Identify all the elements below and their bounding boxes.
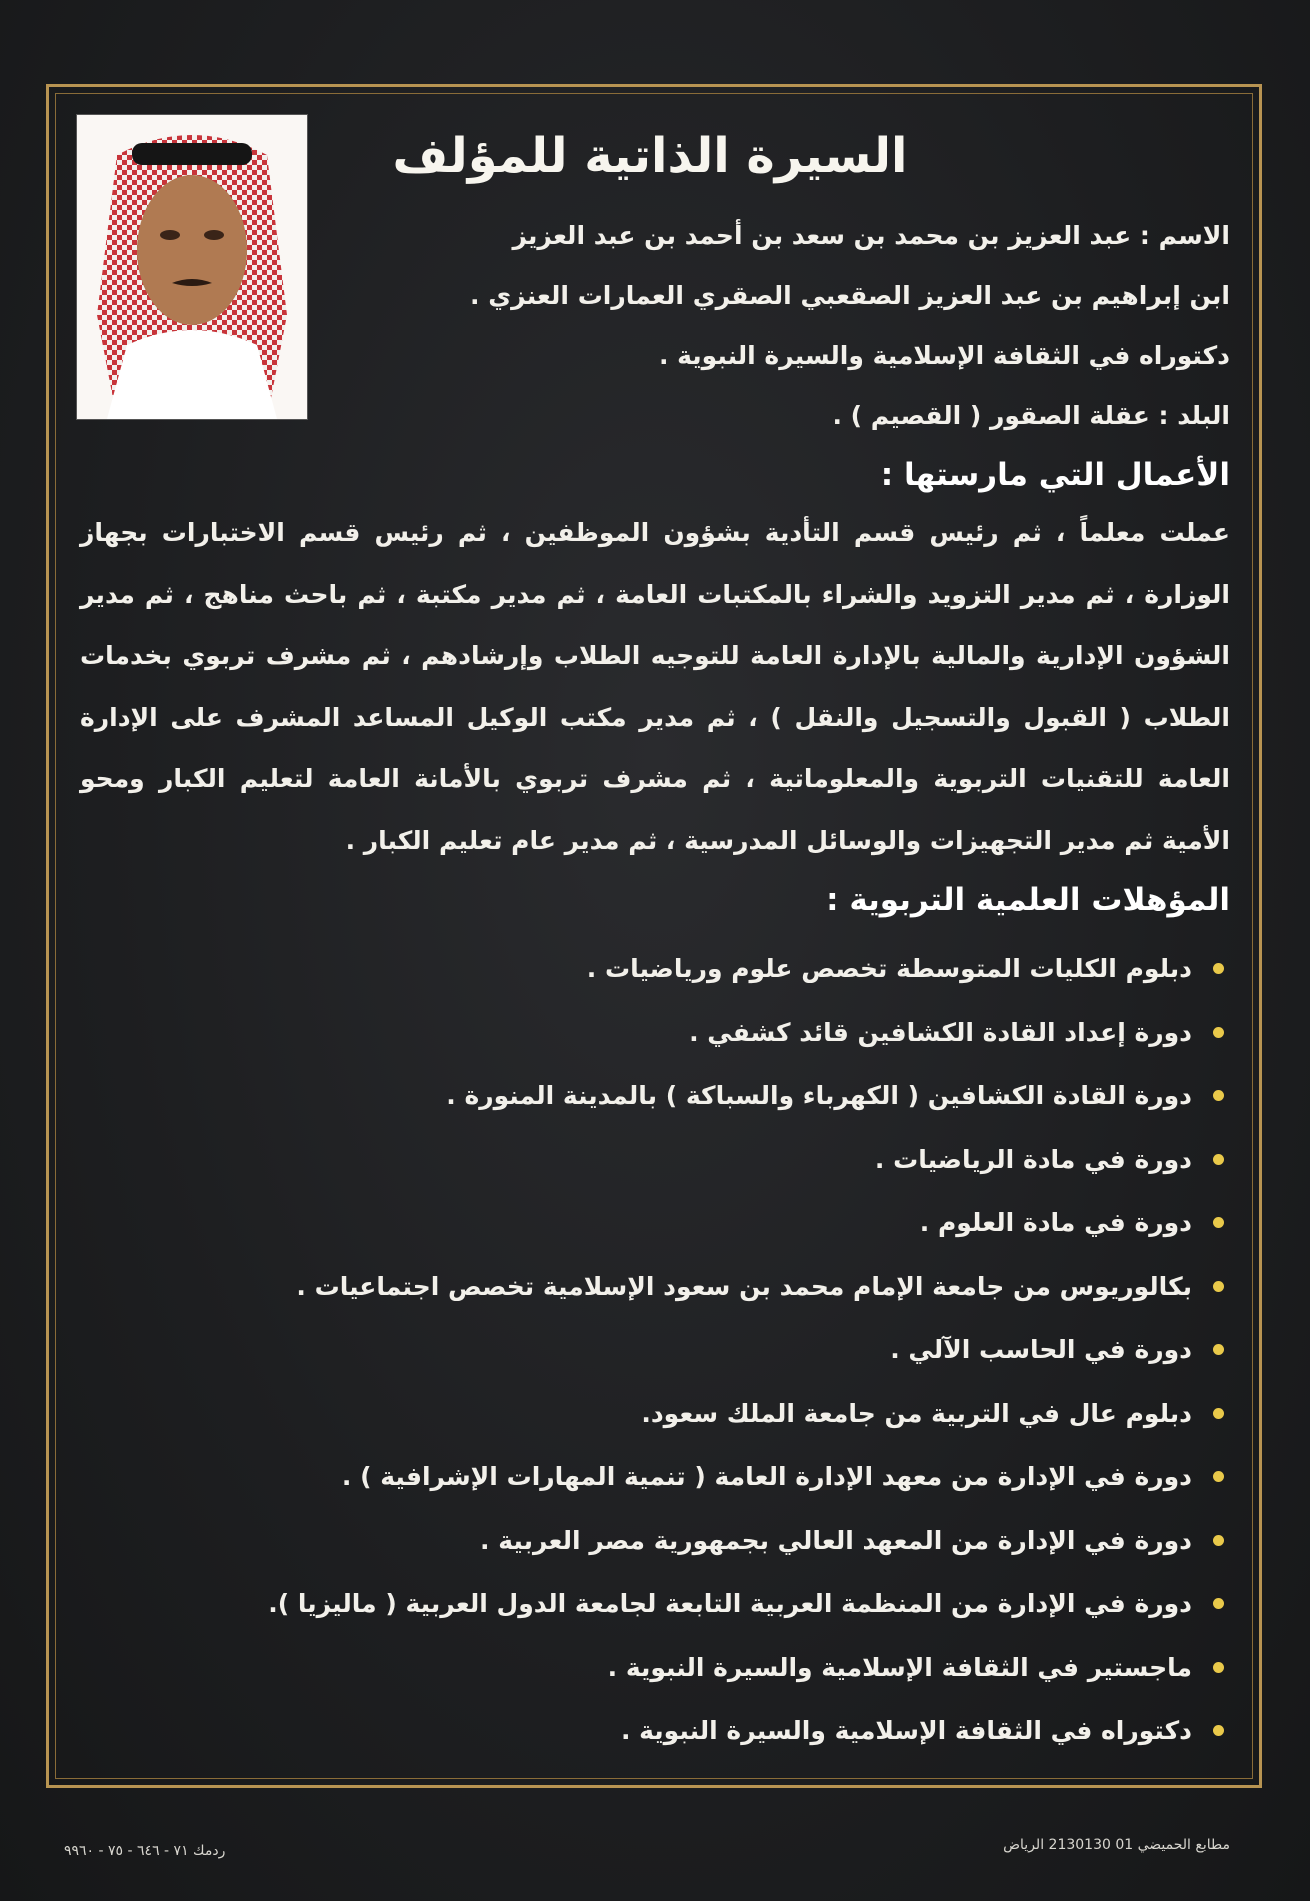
list-item: [80, 1699, 1230, 1763]
list-item-text: دورة في الحاسب الآلي .: [890, 1335, 1192, 1364]
list-item: [80, 1572, 1230, 1636]
list-item: [80, 937, 1230, 1001]
bio-line-name: الاسم : عبد العزيز بن محمد بن سعد بن أحمد بن عبد العزيز: [512, 221, 1230, 250]
bullet-icon: [1213, 1598, 1224, 1609]
list-item-text: دورة في الإدارة من معهد الإدارة العامة ( تنمية المهارات الإشرافية ) .: [341, 1462, 1192, 1491]
work-paragraph: عملت معلماً ، ثم رئيس قسم التأدية بشؤون الموظفين ، ثم رئيس قسم الاختبارات بجهاز الوزارة ، ثم مدير التزويد والشراء بالمكتبات العامة ، ثم مدير مكتبة ، ثم باحث مناهج ، ثم مدير الشؤون الإدارية والمالية بالإدارة العامة للتوجيه الطلاب وإرشادهم ، ثم مشرف تربوي بخدمات الطلاب ( القبول والتسجيل والنقل ) ، ثم مدير مكتب الوكيل المساعد المشرف على الإدارة العامة للتقنيات التربوية والمعلوماتية ، ثم مشرف تربوي بالأمانة العامة لتعليم الكبار ومحو الأمية ثم مدير التجهيزات والوسائل المدرسية ، ثم مدير عام تعليم الكبار .: [80, 518, 1230, 855]
list-item: [80, 1001, 1230, 1065]
bullet-icon: [1213, 1344, 1224, 1355]
list-item-text: دورة في الإدارة من المنظمة العربية التابعة لجامعة الدول العربية ( ماليزيا ).: [268, 1589, 1192, 1618]
bio-line-country: البلد : عقلة الصقور ( القصيم ) .: [832, 401, 1230, 430]
bullet-icon: [1213, 1027, 1224, 1038]
bullet-icon: [1213, 963, 1224, 974]
bullet-icon: [1213, 1471, 1224, 1482]
list-item: [80, 1128, 1230, 1192]
list-item: [80, 1636, 1230, 1700]
list-item: [80, 1509, 1230, 1573]
qualifications-list: [80, 937, 1230, 1763]
list-item-text: دبلوم الكليات المتوسطة تخصص علوم ورياضيات .: [586, 954, 1192, 983]
list-item: [80, 1064, 1230, 1128]
list-item-text: بكالوريوس من جامعة الإمام محمد بن سعود الإسلامية تخصص اجتماعيات .: [296, 1271, 1192, 1301]
bullet-icon: [1213, 1535, 1224, 1546]
list-item: [80, 1255, 1230, 1319]
list-item: [80, 1318, 1230, 1382]
list-item-text: دورة في مادة الرياضيات .: [874, 1144, 1192, 1174]
list-item-text: دكتوراه في الثقافة الإسلامية والسيرة النبوية .: [620, 1716, 1192, 1745]
list-item: [80, 1445, 1230, 1509]
list-item-text: دورة في الإدارة من المعهد العالي بجمهورية مصر العربية .: [480, 1525, 1192, 1555]
list-item: [80, 1382, 1230, 1446]
bullet-icon: [1213, 1662, 1224, 1673]
list-item-text: دورة القادة الكشافين ( الكهرباء والسباكة ) بالمدينة المنورة .: [446, 1081, 1192, 1110]
bullet-icon: [1213, 1408, 1224, 1419]
bullet-icon: [1213, 1725, 1224, 1736]
isbn-text: ردمك ٧١ - ٦٤٦ - ٧٥ - ٩٩٦٠: [64, 1843, 226, 1859]
qualifications-heading: المؤهلات العلمية التربوية :: [826, 882, 1230, 918]
bio-content: [80, 206, 1230, 1763]
page-title: السيرة الذاتية للمؤلف: [392, 128, 908, 184]
list-item-text: دبلوم عال في التربية من جامعة الملك سعود.: [641, 1398, 1192, 1428]
printer-text: مطابع الحميضي 01 2130130 الرياض: [1003, 1837, 1230, 1853]
bullet-icon: [1213, 1090, 1224, 1101]
list-item-text: دورة إعداد القادة الكشافين قائد كشفي .: [689, 1017, 1192, 1047]
bullet-icon: [1213, 1281, 1224, 1292]
list-item: [80, 1191, 1230, 1255]
work-heading: الأعمال التي مارستها :: [880, 457, 1230, 493]
bio-line-degree: دكتوراه في الثقافة الإسلامية والسيرة النبوية .: [658, 341, 1230, 370]
bullet-icon: [1213, 1217, 1224, 1228]
bullet-icon: [1213, 1154, 1224, 1165]
list-item-text: دورة في مادة العلوم .: [919, 1208, 1192, 1237]
bio-line-lineage: ابن إبراهيم بن عبد العزيز الصقعبي الصقري العمارات العنزي .: [470, 281, 1230, 310]
list-item-text: ماجستير في الثقافة الإسلامية والسيرة النبوية .: [607, 1652, 1192, 1682]
